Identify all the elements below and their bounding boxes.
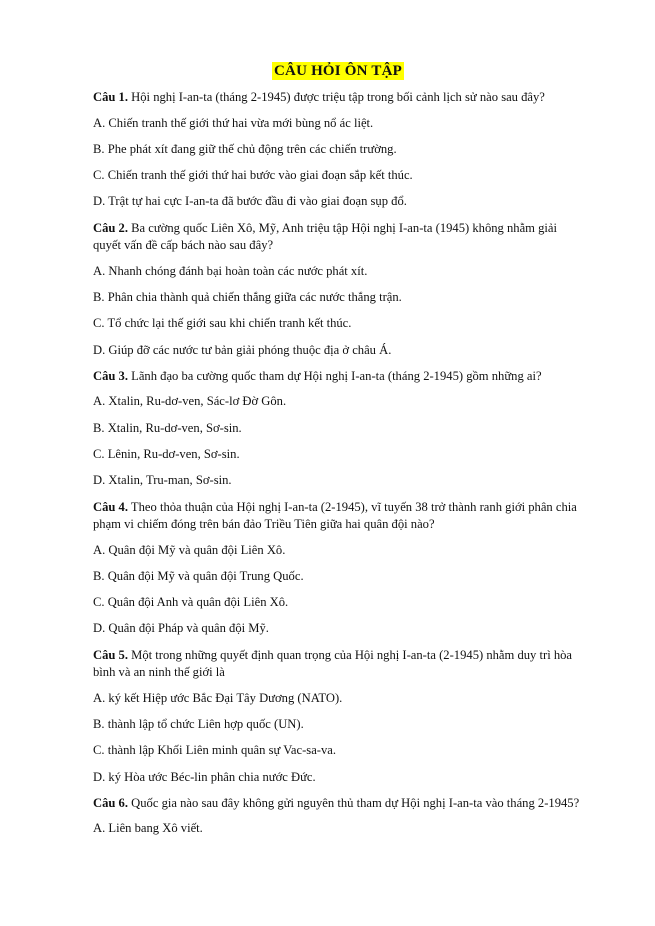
question-block (93, 647, 583, 786)
question-text: Theo thỏa thuận của Hội nghị I-an-ta (2-1945), vĩ tuyến 38 trở thành ranh giới phân chia phạm vi chiếm đóng trên bán đảo Triều Tiên giữa hai quân đội nào? (93, 499, 577, 532)
answer-option: A. Xtalin, Ru-dơ-ven, Sác-lơ Đờ Gôn. (93, 394, 287, 409)
question-text: Một trong những quyết định quan trọng của Hội nghị I-an-ta (2-1945) nhằm duy trì hòa bình và an ninh thế giới là (93, 647, 573, 680)
question-stem (93, 647, 583, 682)
answer-option: C. Chiến tranh thế giới thứ hai bước vào giai đoạn sắp kết thúc. (93, 168, 413, 183)
answer-option: D. ký Hòa ước Béc-lin phân chia nước Đức. (93, 769, 316, 784)
answer-option: B. thành lập tổ chức Liên hợp quốc (UN). (93, 717, 304, 732)
answer-option: C. thành lập Khối Liên minh quân sự Vac-sa-va. (93, 743, 337, 758)
answer-option: D. Quân đội Pháp và quân đội Mỹ. (93, 621, 269, 636)
question-stem (93, 795, 583, 813)
question-text: Ba cường quốc Liên Xô, Mỹ, Anh triệu tập Hội nghị I-an-ta (1945) không nhằm giải quyết vấn đề cấp bách nào sau đây? (93, 220, 557, 253)
answer-option: B. Phe phát xít đang giữ thế chủ động trên các chiến trường. (93, 141, 397, 156)
question-stem (93, 499, 583, 534)
question-number: Câu 3. (93, 368, 128, 383)
question-number: Câu 4. (93, 499, 128, 514)
question-block (93, 795, 583, 838)
question-text: Quốc gia nào sau đây không gửi nguyên thủ tham dự Hội nghị I-an-ta vào tháng 2-1945? (128, 795, 580, 810)
answer-option: B. Xtalin, Ru-dơ-ven, Sơ-sin. (93, 420, 242, 435)
answer-option: C. Lênin, Ru-dơ-ven, Sơ-sin. (93, 446, 240, 461)
question-number: Câu 1. (93, 90, 128, 104)
answer-option: A. Liên bang Xô viết. (93, 821, 203, 836)
answer-option: D. Trật tự hai cực I-an-ta đã bước đầu đi vào giai đoạn sụp đổ. (93, 194, 407, 209)
question-list (93, 89, 583, 837)
question-block (93, 499, 583, 638)
question-number: Câu 5. (93, 647, 128, 662)
answer-option: D. Xtalin, Tru-man, Sơ-sin. (93, 473, 232, 488)
page-title: CÂU HỎI ÔN TẬP (274, 63, 402, 79)
question-text: Hội nghị I-an-ta (tháng 2-1945) được triệu tập trong bối cảnh lịch sử nào sau đây? (128, 90, 545, 104)
question-block (93, 368, 583, 489)
answer-option: A. Nhanh chóng đánh bại hoàn toàn các nước phát xít. (93, 263, 368, 278)
answer-option: B. Quân đội Mỹ và quân đội Trung Quốc. (93, 568, 304, 583)
question-block (93, 89, 583, 210)
question-stem (93, 220, 583, 255)
answer-option: A. Quân đội Mỹ và quân đội Liên Xô. (93, 542, 286, 557)
answer-option: B. Phân chia thành quả chiến thắng giữa các nước thắng trận. (93, 289, 402, 304)
title-wrap (93, 62, 583, 80)
answer-option: C. Tổ chức lại thế giới sau khi chiến tranh kết thúc. (93, 316, 352, 331)
answer-option: A. ký kết Hiệp ước Bắc Đại Tây Dương (NATO). (93, 690, 343, 705)
answer-option: D. Giúp đỡ các nước tư bản giải phóng thuộc địa ở châu Á. (93, 342, 392, 357)
question-text: Lãnh đạo ba cường quốc tham dự Hội nghị I-an-ta (tháng 2-1945) gồm những ai? (128, 368, 542, 383)
answer-option: C. Quân đội Anh và quân đội Liên Xô. (93, 595, 289, 610)
question-block (93, 220, 583, 359)
answer-option: A. Chiến tranh thế giới thứ hai vừa mới bùng nổ ác liệt. (93, 115, 374, 130)
question-stem (93, 89, 583, 107)
question-stem (93, 368, 583, 386)
question-number: Câu 6. (93, 795, 128, 810)
question-number: Câu 2. (93, 220, 128, 235)
